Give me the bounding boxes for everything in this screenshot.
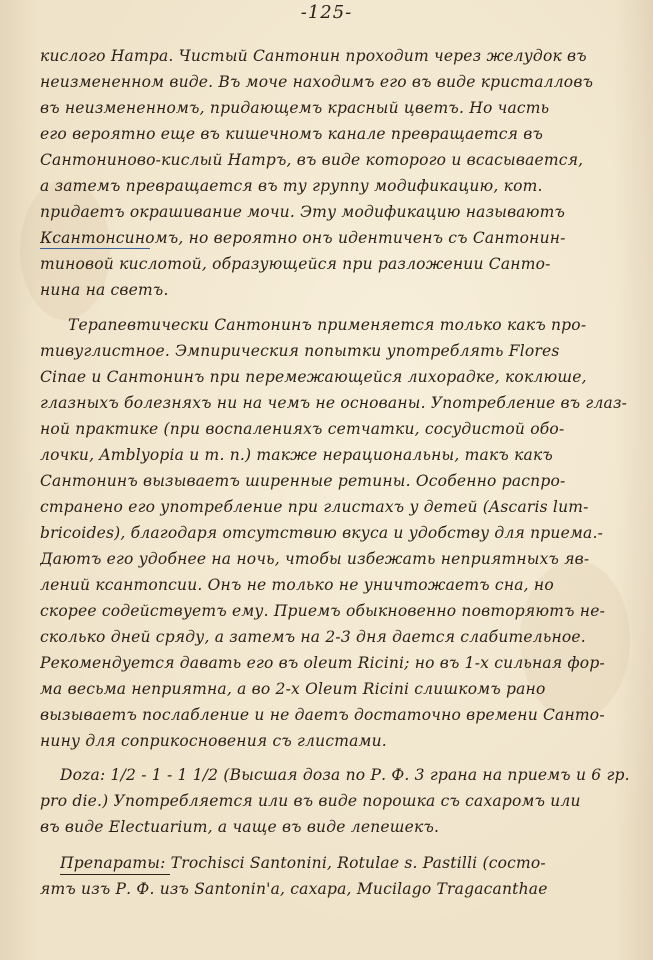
text-line: pro die.) Употребляется или въ виде порошка съ сахаромъ или — [40, 792, 581, 810]
text-line: скорее содействуетъ ему. Приемъ обыкновенно повторяютъ не- — [40, 602, 606, 620]
text-line: ятъ изъ Р. Ф. изъ Santonin'а, сахара, Mucilago Tragacanthae — [40, 880, 548, 898]
text-line: Препараты: Trochisci Santonini, Rotulae s. Pastilli (состо- — [60, 854, 546, 872]
text-line: нина на светъ. — [40, 281, 169, 299]
text-line: а затемъ превращается въ ту группу модификацию, кот. — [40, 177, 543, 195]
text-line: тивуглистное. Эмпирическия попытки употреблять Flores — [40, 342, 560, 360]
text-line: ной практике (при воспаленияхъ сетчатки, сосудистой обо- — [40, 420, 565, 438]
underline-mark — [40, 248, 150, 249]
text-line: лений ксантопсии. Онъ не только не уничтожаетъ сна, но — [40, 576, 554, 594]
text-line: нину для соприкосновения съ глистами. — [40, 732, 387, 750]
text-line: Рекомендуется давать его въ oleum Ricini; но въ 1-х сильная фор- — [40, 654, 605, 672]
text-line: Ксантонсиномъ, но вероятно онъ идентиченъ съ Сантонин- — [40, 229, 566, 247]
text-line: въ виде Electuarium, а чаще въ виде лепешекъ. — [40, 818, 440, 836]
text-line: Терапевтически Сантонинъ применяется только какъ про- — [68, 316, 587, 334]
text-line: глазныхъ болезняхъ ни на чемъ не основаны. Употребление въ глаз- — [40, 394, 628, 412]
text-line: тиновой кислотой, образующейся при разложении Санто- — [40, 255, 551, 273]
text-line: въ неизмененномъ, придающемъ красный цветъ. Но часть — [40, 99, 550, 117]
text-line: bricoides), благодаря отсутствию вкуса и удобству для приема.- — [40, 524, 604, 542]
text-line: странено его употребление при глистахъ у детей (Ascaris lum- — [40, 498, 589, 516]
text-line: ма весьма неприятна, а во 2-х Oleum Ricini слишкомъ рано — [40, 680, 546, 698]
text-line: сколько дней сряду, а затемъ на 2-3 дня дается слабительное. — [40, 628, 586, 646]
text-line: лочки, Amblyopia и т. п.) также нерациональны, такъ какъ — [40, 446, 553, 464]
text-line: неизмененном виде. Въ моче находимъ его въ виде кристалловъ — [40, 73, 594, 91]
text-line: Doza: 1/2 - 1 - 1 1/2 (Высшая доза по Р. Ф. 3 грана на приемъ и 6 гр. — [60, 766, 630, 784]
text-line: Сантониново-кислый Натръ, въ виде которого и всасывается, — [40, 151, 584, 169]
text-line: придаетъ окрашивание мочи. Эту модификацию называютъ — [40, 203, 566, 221]
text-line: Сантонинъ вызываетъ ширенные ретины. Особенно распро- — [40, 472, 566, 490]
text-line: его вероятно еще въ кишечномъ канале превращается въ — [40, 125, 544, 143]
page-number: -125- — [300, 2, 353, 23]
text-line: Cinae и Сантонинъ при перемежающейся лихорадке, коклюше, — [40, 368, 587, 386]
text-line: Даютъ его удобнее на ночь, чтобы избежать неприятныхъ яв- — [40, 550, 590, 568]
underline-mark — [60, 874, 170, 875]
text-line: вызываетъ послабление и не даетъ достаточно времени Санто- — [40, 706, 605, 724]
text-line: кислого Натра. Чистый Сантонин проходит через желудок въ — [40, 47, 587, 65]
